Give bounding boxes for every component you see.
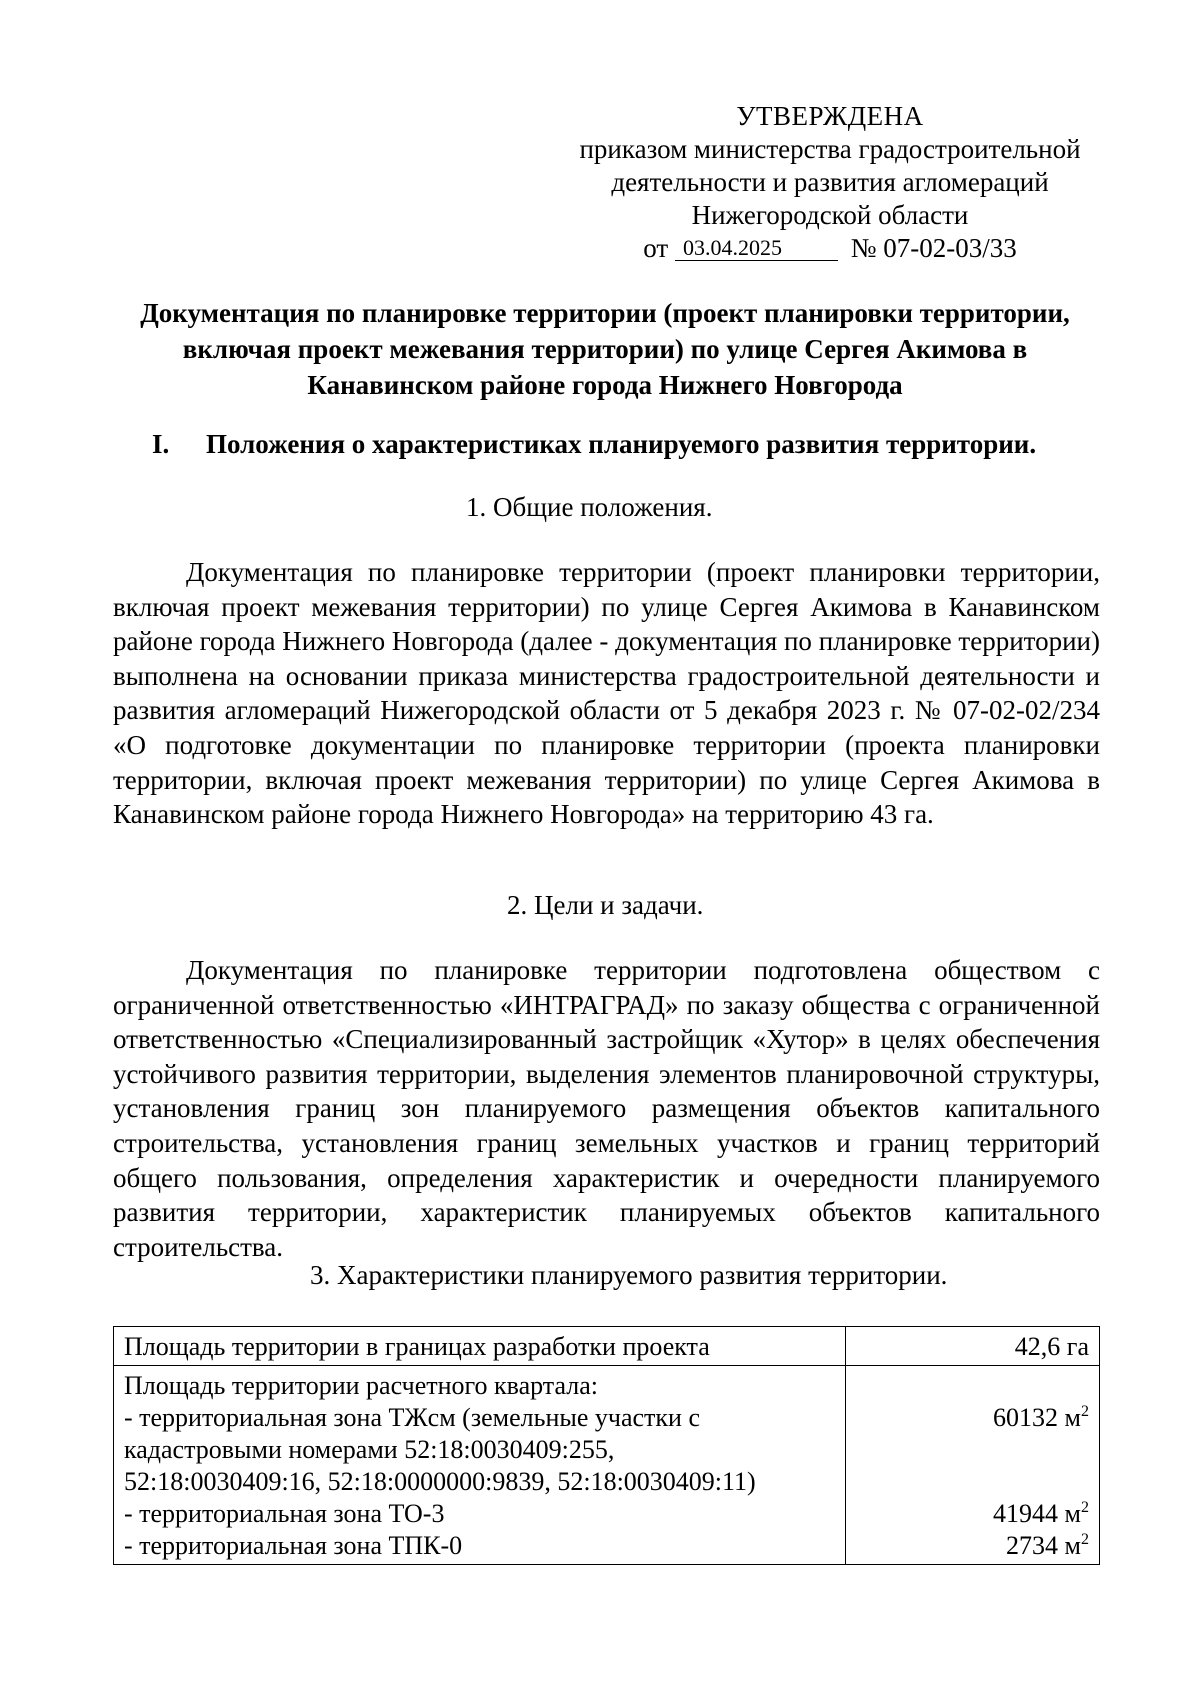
value-text: 60132 м: [993, 1403, 1081, 1432]
approval-date-line: [560, 232, 1100, 265]
value-text: 41944 м: [993, 1499, 1081, 1528]
approval-date: 03.04.2025: [675, 236, 838, 261]
row2-line-4: 52:18:0030409:16, 52:18:0000000:9839, 52:18:0030409:11): [124, 1467, 756, 1496]
row2-line-6: - территориальная зона ТПК-0: [124, 1531, 463, 1560]
unit-superscript: 2: [1081, 1531, 1089, 1548]
subsection-2-title: 2. Цели и задачи.: [507, 890, 704, 920]
value-zone-to3: [856, 1498, 1089, 1530]
section-number: I.: [152, 429, 170, 459]
unit-superscript: 2: [1081, 1499, 1089, 1516]
value-zone-tzhsm: [856, 1402, 1089, 1434]
subsection-3-title: 3. Характеристики планируемого развития территории.: [310, 1260, 948, 1290]
characteristics-table: [113, 1326, 1100, 1565]
approval-line-1: приказом министерства градостроительной: [579, 134, 1081, 164]
subsection-1-text: Документация по планировке территории (проект планировки территории, включая проект межевания территории) по улице Сергея Акимова в Канавинском районе города Нижнего Новгорода (далее - документация по планировке территории) выполнена на основании приказа министерства градостроительной деятельности и развития агломераций Нижегородской области от 5 декабря 2023 г. № 07-02-02/234 «О подготовке документации по планировке территории (проекта планировки территории, включая проект межевания территории) по улице Сергея Акимова в Канавинском районе города Нижнего Новгорода» на территорию 43 га.: [113, 557, 1100, 830]
table-cell-value: 42,6 га: [846, 1327, 1100, 1366]
subsection-1-title: 1. Общие положения.: [466, 492, 713, 522]
document-title-line-2: включая проект межевания территории) по улице Сергея Акимова в: [182, 334, 1028, 364]
section-heading: [152, 427, 1112, 461]
table-row: [114, 1327, 1100, 1366]
table-cell-label: [114, 1366, 846, 1565]
approval-line-2: деятельности и развития агломераций: [611, 167, 1049, 197]
document-title-line-3: Канавинском районе города Нижнего Новгорода: [307, 370, 903, 400]
unit-superscript: 2: [1081, 1403, 1089, 1420]
table-cell-value: [846, 1366, 1100, 1565]
table-cell-label: Площадь территории в границах разработки проекта: [114, 1327, 846, 1366]
value-zone-tpk0: [856, 1530, 1089, 1562]
approval-number: № 07-02-03/33: [850, 233, 1017, 263]
approval-block: [560, 100, 1100, 265]
subsection-2-text: Документация по планировке территории подготовлена обществом с ограниченной ответственностью «ИНТРАГРАД» по заказу общества с ограниченной ответственностью «Специализированный застройщик «Хутор» в целях обеспечения устойчивого развития территории, выделения элементов планировочной структуры, установления границ зон планируемого размещения объектов капитального строительства, установления границ земельных участков и границ территорий общего пользования, определения характеристик и очередности планируемого развития территории, характеристик планируемых объектов капитального строительства.: [113, 955, 1100, 1262]
row2-line-2: - территориальная зона ТЖсм (земельные участки с: [124, 1403, 700, 1432]
document-title-line-1: Документация по планировке территории (проект планировки территории,: [140, 298, 1070, 328]
approval-stamp: УТВЕРЖДЕНА: [736, 101, 924, 131]
row2-line-5: - территориальная зона ТО-3: [124, 1499, 445, 1528]
approval-line-3: Нижегородской области: [691, 200, 969, 230]
section-title: Положения о характеристиках планируемого развития территории.: [206, 429, 1037, 459]
table-row: [114, 1366, 1100, 1565]
row2-line-1: Площадь территории расчетного квартала:: [124, 1371, 598, 1400]
row2-line-3: кадастровыми номерами 52:18:0030409:255,: [124, 1435, 615, 1464]
value-text: 2734 м: [1006, 1531, 1081, 1560]
document-title: [110, 295, 1100, 403]
date-prefix: от: [643, 233, 669, 263]
